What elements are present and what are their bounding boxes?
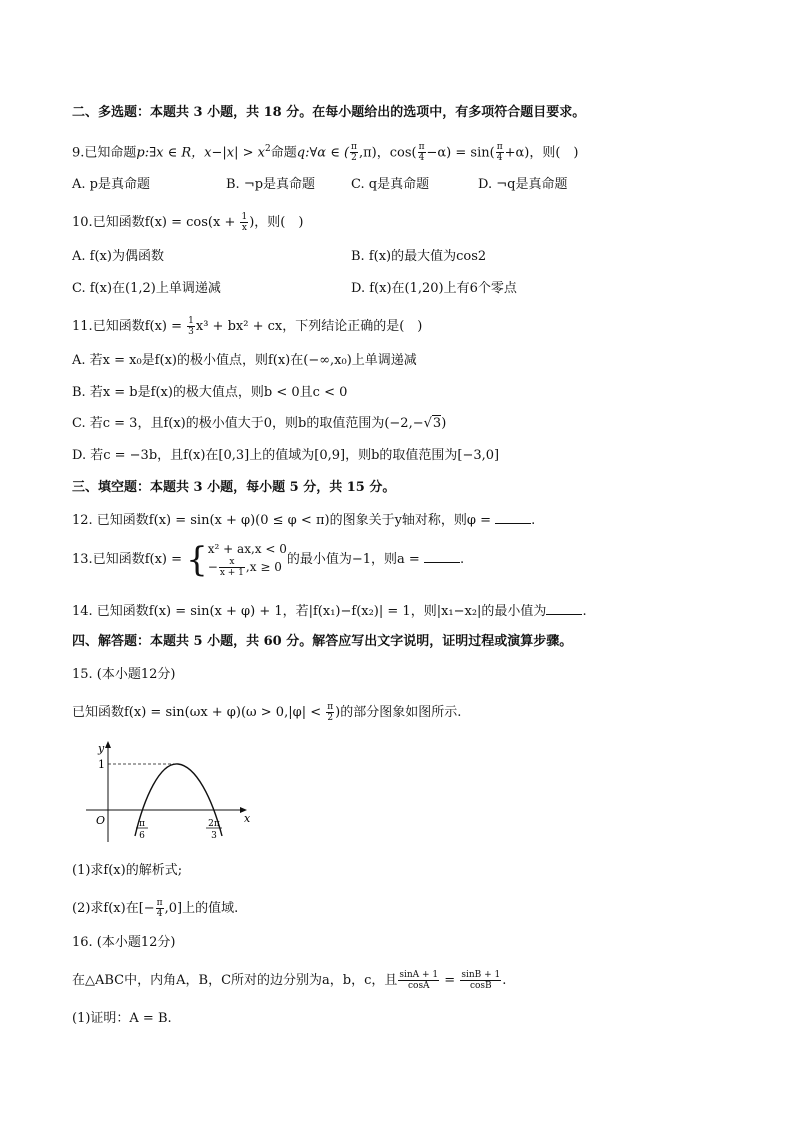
q9-frac-pi4b: $\frac{\pi}{4}$ <box>496 142 503 164</box>
q11-option-c-b: ) <box>441 416 447 431</box>
question-11-stem <box>72 316 422 337</box>
section2-heading: 二、多选题：本题共 3 小题，共 18 分。在每小题给出的选项中，有多项符合题目要求。 <box>72 105 586 120</box>
q16-end: . <box>502 973 507 988</box>
q10-stem-a: 已知函数f(x) = cos(x + <box>92 215 240 230</box>
q13-case2: − $\frac{x}{x + 1}$ ,x ≥ 0 <box>207 557 282 578</box>
q9-stem-e: ,π)，cos( <box>358 145 417 161</box>
tick-2pi3-den: 3 <box>211 831 217 841</box>
q9-option-c[interactable]: C. q是真命题 <box>351 177 430 192</box>
q13-case1: x² + ax,x < 0 <box>207 542 287 556</box>
q12-text: 12. 已知函数f(x) = sin(x + φ)(0 ≤ φ < π)的图象关于y轴对称，则φ = <box>72 513 496 528</box>
q16-stem <box>72 970 506 991</box>
q11-option-d[interactable]: D. 若c = −3b，且f(x)在[0,3]上的值域为[0,9]，则b的取值范围为[−3,0] <box>72 448 500 463</box>
q11-option-c-a: C. 若c = 3，且f(x)的极小值大于0，则b的取值范围为(−2,− <box>72 416 424 431</box>
question-13 <box>72 538 464 582</box>
q15-function-graph <box>82 740 262 844</box>
q13-stem-b: 的最小值为−1，则a = <box>286 552 424 567</box>
q9-frac-pi4a: $\frac{\pi}{4}$ <box>418 142 425 164</box>
q13-stem-a: 已知函数f(x) = <box>92 552 187 567</box>
q11-option-c[interactable] <box>72 415 446 433</box>
q13-cases <box>208 541 287 578</box>
q14-answer-blank[interactable] <box>546 602 582 615</box>
q11-number: 11. <box>72 319 93 334</box>
q13-number: 13. <box>72 552 93 567</box>
q11-option-a[interactable]: A. 若x = x₀是f(x)的极小值点，则f(x)在(−∞,x₀)上单调递减 <box>72 353 417 368</box>
q11-stem-b: x³ + bx² + cx，下列结论正确的是( ) <box>195 319 423 334</box>
q15-part2-frac: $\frac{\pi}{4}$ <box>156 898 163 919</box>
q15-stem-a: 已知函数f(x) = sin(ωx + φ)(ω > 0,|φ| < <box>72 705 326 720</box>
tick-2pi3-num: 2π <box>208 819 220 829</box>
q9-option-b[interactable]: B. ¬p是真命题 <box>226 177 316 192</box>
y-one-label: 1 <box>98 758 105 771</box>
x-axis-label: x <box>244 812 251 825</box>
q10-frac: $\frac{1}{x}$ <box>241 212 248 233</box>
q9-stem-d: q:∀α ∈ ( <box>296 145 350 161</box>
y-axis-label: y <box>98 742 105 755</box>
q15-stem <box>72 702 461 723</box>
q11-option-c-sqrt: 3 <box>432 416 442 431</box>
q14-end: . <box>582 604 587 619</box>
q9-stem-b: p:∃x ∈ R，x−|x| > x <box>136 145 265 161</box>
section4-heading: 四、解答题：本题共 5 小题，共 60 分。解答应写出文字说明，证明过程或演算步骤。 <box>72 634 573 649</box>
q13-end: . <box>459 552 465 567</box>
q10-number: 10. <box>72 215 93 230</box>
q15-header: 15. (本小题12分) <box>72 667 176 682</box>
q16-part1: (1)证明：A = B. <box>72 1011 172 1026</box>
y-axis-arrow <box>105 741 111 748</box>
q11-option-b[interactable]: B. 若x = b是f(x)的极大值点，则b < 0且c < 0 <box>72 385 348 400</box>
q15-part1: (1)求f(x)的解析式; <box>72 863 183 878</box>
q14-text: 14. 已知函数f(x) = sin(x + φ) + 1，若|f(x₁)−f(x₂)| = 1，则|x₁−x₂|的最小值为 <box>72 604 547 619</box>
q15-part2 <box>72 898 238 919</box>
q9-number: 9. <box>72 145 85 161</box>
q11-frac: $\frac{1}{3}$ <box>188 316 194 337</box>
question-10-stem <box>72 212 303 233</box>
q10-option-c[interactable]: C. f(x)在(1,2)上单调递减 <box>72 281 221 296</box>
q9-option-a[interactable]: A. p是真命题 <box>72 177 150 192</box>
question-12 <box>72 511 535 530</box>
q15-stem-b: )的部分图象如图所示. <box>335 705 462 720</box>
question-14 <box>72 602 587 621</box>
q9-stem-c: 命题 <box>270 145 297 161</box>
q16-frac1: $\frac{\sin A + 1}{\cos A}$ <box>399 970 439 991</box>
q9-stem-f: −α) = sin( <box>426 145 495 161</box>
question-9-stem <box>72 140 579 163</box>
q10-option-a[interactable]: A. f(x)为偶函数 <box>72 249 164 264</box>
q15-part2-b: ,0]上的值域. <box>164 901 239 916</box>
section3-heading: 三、填空题：本题共 3 小题，每小题 5 分，共 15 分。 <box>72 480 396 495</box>
q16-frac2: $\frac{\sin B + 1}{\cos B}$ <box>461 970 501 991</box>
tick-pi6-num: π <box>139 819 145 829</box>
q12-answer-blank[interactable] <box>495 511 531 524</box>
q16-stem-a: 在△ABC中，内角A，B，C所对的边分别为a，b，c，且 <box>72 973 398 988</box>
sqrt-symbol: √ <box>423 416 432 431</box>
origin-label: O <box>96 814 106 827</box>
q10-option-b[interactable]: B. f(x)的最大值为cos2 <box>351 249 487 264</box>
q13-brace: { <box>186 539 208 580</box>
q9-sup: 2 <box>265 144 271 154</box>
q13-answer-blank[interactable] <box>424 550 460 563</box>
q12-end: . <box>531 513 536 528</box>
q9-frac-pi2: $\frac{\pi}{2}$ <box>351 142 357 164</box>
q15-part2-a: (2)求f(x)在[− <box>72 901 155 916</box>
q11-stem-a: 已知函数f(x) = <box>92 319 187 334</box>
q10-stem-b: )，则( ) <box>249 215 304 230</box>
q16-header: 16. (本小题12分) <box>72 935 176 950</box>
tick-pi6-den: 6 <box>139 831 145 841</box>
q9-stem-g: +α)，则( ) <box>504 145 579 161</box>
q13-case2-frac: $\frac{x}{x + 1}$ <box>219 557 244 578</box>
q15-frac: $\frac{\pi}{2}$ <box>327 702 334 723</box>
q16-eq: = <box>440 973 460 988</box>
q10-option-d[interactable]: D. f(x)在(1,20)上有6个零点 <box>351 281 517 296</box>
q9-stem-a: 已知命题 <box>84 145 137 161</box>
q9-option-d[interactable]: D. ¬q是真命题 <box>478 177 568 192</box>
